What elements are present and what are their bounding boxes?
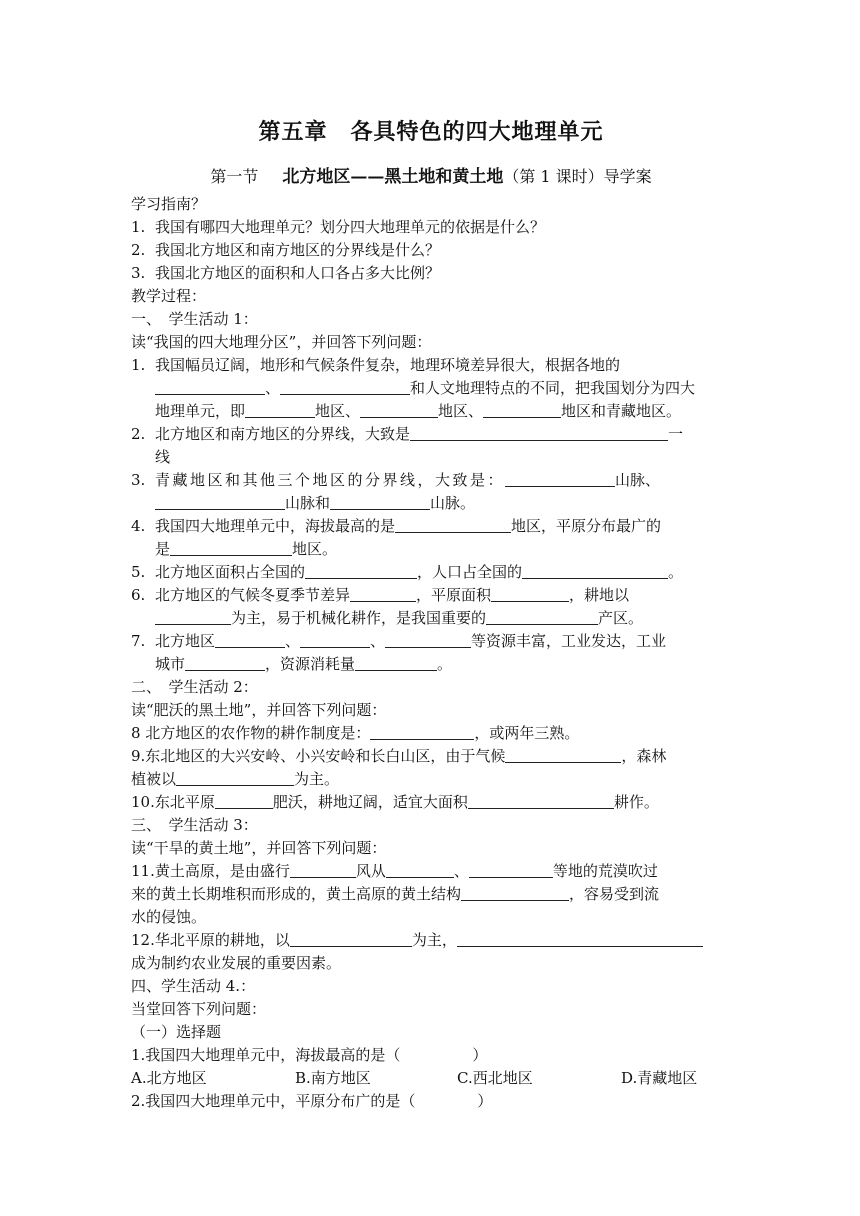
answer-blank[interactable]: [290, 930, 412, 947]
q4-text-d: 地区。: [292, 540, 338, 558]
guide-item-number: 2.: [131, 241, 146, 259]
q7-text-f: ，资源消耗量: [265, 655, 356, 673]
answer-blank[interactable]: [155, 608, 231, 625]
document-page: [131, 104, 731, 1113]
answer-blank[interactable]: [176, 769, 294, 786]
q9-text-d: 为主。: [294, 770, 340, 788]
q2-text-c: 线: [155, 448, 171, 466]
answer-blank[interactable]: [215, 792, 273, 809]
q11-text-g: 水的侵蚀。: [131, 908, 207, 926]
activity4-heading: 四、学生活动 4.：: [131, 977, 256, 995]
q5-text-b: ，人口占全国的: [417, 563, 523, 581]
q11-text-e: 来的黄土长期堆积而形成的，黄土高原的黄土结构: [131, 885, 462, 903]
answer-blank[interactable]: [245, 401, 315, 418]
q1-text-d: 地理单元，即: [155, 402, 246, 420]
answer-blank[interactable]: [522, 562, 668, 579]
question-6: [131, 584, 731, 630]
choice-section-heading: （一）选择题: [131, 1023, 222, 1041]
guide-item: [131, 239, 731, 262]
q2-text-b: 一: [668, 425, 684, 443]
option-a[interactable]: A.北方地区: [131, 1069, 207, 1087]
question-9: [131, 745, 731, 791]
answer-blank[interactable]: [300, 631, 370, 648]
q1-text-g: 地区和青藏地区。: [561, 402, 682, 420]
answer-blank[interactable]: [386, 861, 454, 878]
q4-text-b: 地区，平原分布最广的: [511, 517, 662, 535]
answer-blank[interactable]: [486, 608, 598, 625]
answer-blank[interactable]: [155, 378, 265, 395]
q1-text-a: 我国幅员辽阔，地形和气候条件复杂，地理环境差异很大，根据各地的: [155, 356, 621, 374]
choice-q1-stem: 1.我国四大地理单元中，海拔最高的是（: [131, 1046, 401, 1064]
guide-item-text: 我国有哪四大地理单元？划分四大地理单元的依据是什么？: [155, 218, 546, 236]
section-number: 第一节: [210, 167, 259, 186]
q11-text-f: ，容易受到流: [569, 885, 660, 903]
q2-text-a: 北方地区和南方地区的分界线，大致是: [155, 425, 411, 443]
q10-text-a: 10.东北平原: [131, 793, 215, 811]
answer-blank[interactable]: [280, 378, 410, 395]
q3-text-a: 青藏地区和其他三个地区的分界线，大致是：: [155, 471, 506, 489]
q5-text-a: 北方地区面积占全国的: [155, 563, 306, 581]
q7-text-c: 、: [370, 632, 386, 650]
q11-text-a: 11.黄土高原，是由盛行: [131, 862, 290, 880]
question-11: [131, 860, 731, 929]
q6-text-b: ，平原面积: [416, 586, 492, 604]
answer-blank[interactable]: [330, 493, 430, 510]
q10-text-c: 耕作。: [613, 793, 659, 811]
question-number: 2.: [131, 425, 146, 443]
answer-blank[interactable]: [360, 401, 438, 418]
q6-text-c: ，耕地以: [569, 586, 630, 604]
q6-text-d: 为主，易于机械化耕作，是我国重要的: [231, 609, 487, 627]
guide-heading: 学习指南？: [131, 195, 207, 213]
question-number: 7.: [131, 632, 146, 650]
question-number: 5.: [131, 563, 146, 581]
answer-blank[interactable]: [410, 424, 668, 441]
answer-blank[interactable]: [491, 585, 569, 602]
chapter-title: 第五章 各具特色的四大地理单元: [258, 119, 604, 145]
q4-text-a: 我国四大地理单元中，海拔最高的是: [155, 517, 396, 535]
q1-text-e: 地区、: [315, 402, 361, 420]
question-number: 1.: [131, 356, 146, 374]
answer-blank[interactable]: [155, 493, 285, 510]
guide-item: [131, 216, 731, 239]
q5-text-c: 。: [668, 563, 684, 581]
activity4-intro: 当堂回答下列问题：: [131, 1000, 267, 1018]
section-suffix: （第 1 课时）导学案: [503, 167, 652, 186]
section-title: 北方地区——黑土地和黄土地: [282, 167, 504, 187]
answer-blank[interactable]: [355, 654, 437, 671]
question-7: [131, 630, 731, 676]
answer-blank[interactable]: [350, 585, 416, 602]
q11-text-c: 、: [453, 862, 469, 880]
q3-text-b: 山脉、: [615, 471, 661, 489]
q7-text-d: 等资源丰富，工业发达，工业: [471, 632, 667, 650]
answer-blank[interactable]: [457, 930, 703, 947]
q4-text-c: 是: [155, 540, 171, 558]
answer-blank[interactable]: [395, 516, 511, 533]
guide-item-number: 1.: [131, 218, 146, 236]
option-c[interactable]: C.西北地区: [457, 1069, 533, 1087]
answer-blank[interactable]: [185, 654, 265, 671]
activity1-heading: 一、 学生活动 1：: [131, 310, 258, 328]
answer-blank[interactable]: [461, 884, 569, 901]
answer-blank[interactable]: [385, 631, 471, 648]
question-2: [131, 423, 731, 469]
question-4: [131, 515, 731, 561]
q1-text-b: 、: [265, 379, 281, 397]
question-10: [131, 791, 731, 814]
q12-text-b: 为主，: [411, 931, 457, 949]
q7-text-g: 。: [437, 655, 453, 673]
choice-question-2: [131, 1090, 731, 1113]
question-5: [131, 561, 731, 584]
answer-blank[interactable]: [290, 861, 356, 878]
q9-text-a: 9.东北地区的大兴安岭、小兴安岭和长白山区，由于气候: [131, 747, 506, 765]
q9-text-c: 植被以: [131, 770, 177, 788]
q1-text-f: 地区、: [438, 402, 484, 420]
q12-text-a: 12.华北平原的耕地，以: [131, 931, 290, 949]
q10-text-b: 肥沃，耕地辽阔，适宜大面积: [272, 793, 468, 811]
guide-item-text: 我国北方地区的面积和人口各占多大比例？: [155, 264, 441, 282]
q7-text-b: 、: [285, 632, 301, 650]
guide-item-number: 3.: [131, 264, 146, 282]
q8-text-a: 8 北方地区的农作物的耕作制度是：: [131, 724, 371, 742]
question-3: [131, 469, 731, 515]
activity3-heading: 三、 学生活动 3：: [131, 816, 258, 834]
q1-text-c: 和人文地理特点的不同，把我国划分为四大: [410, 379, 696, 397]
activity3-intro: 读“干旱的黄土地”，并回答下列问题：: [131, 839, 387, 857]
q12-text-c: 成为制约农业发展的重要因素。: [131, 954, 342, 972]
process-heading: 教学过程：: [131, 287, 207, 305]
activity2-heading: 二、 学生活动 2：: [131, 678, 258, 696]
question-number: 6.: [131, 586, 146, 604]
choice-q1-end: ）: [472, 1046, 488, 1064]
q3-text-d: 山脉。: [430, 494, 476, 512]
q11-text-b: 风从: [355, 862, 386, 880]
answer-blank[interactable]: [469, 861, 553, 878]
answer-blank[interactable]: [370, 723, 474, 740]
question-number: 4.: [131, 517, 146, 535]
answer-blank[interactable]: [468, 792, 614, 809]
q7-text-e: 城市: [155, 655, 186, 673]
q7-text-a: 北方地区: [155, 632, 216, 650]
q8-text-b: ，或两年三熟。: [474, 724, 580, 742]
question-8: [131, 722, 731, 745]
guide-item-text: 我国北方地区和南方地区的分界线是什么？: [155, 241, 441, 259]
answer-blank[interactable]: [170, 539, 292, 556]
answer-blank[interactable]: [483, 401, 561, 418]
answer-blank[interactable]: [215, 631, 285, 648]
activity1-intro: 读“我国的四大地理分区”，并回答下列问题：: [131, 333, 432, 351]
option-d[interactable]: D.青藏地区: [621, 1069, 698, 1087]
choice-q2-stem: 2.我国四大地理单元中，平原分布广的是（: [131, 1092, 416, 1110]
choice-question-1: [131, 1044, 731, 1067]
q3-text-c: 山脉和: [285, 494, 331, 512]
question-number: 3.: [131, 471, 146, 489]
q11-text-d: 等地的荒漠吹过: [552, 862, 658, 880]
section-subtitle: [131, 164, 731, 190]
q6-text-a: 北方地区的气候冬夏季节差异: [155, 586, 351, 604]
choice-q2-end: ）: [477, 1092, 493, 1110]
choice-options: [131, 1067, 731, 1090]
answer-blank[interactable]: [505, 746, 621, 763]
question-12: [131, 929, 731, 975]
option-b[interactable]: B.南方地区: [295, 1069, 371, 1087]
activity2-intro: 读“肥沃的黑土地”，并回答下列问题：: [131, 701, 387, 719]
q6-text-e: 产区。: [598, 609, 644, 627]
question-1: [131, 354, 731, 423]
q9-text-b: ，森林: [621, 747, 667, 765]
answer-blank[interactable]: [305, 562, 417, 579]
guide-item: [131, 262, 731, 285]
answer-blank[interactable]: [505, 470, 615, 487]
